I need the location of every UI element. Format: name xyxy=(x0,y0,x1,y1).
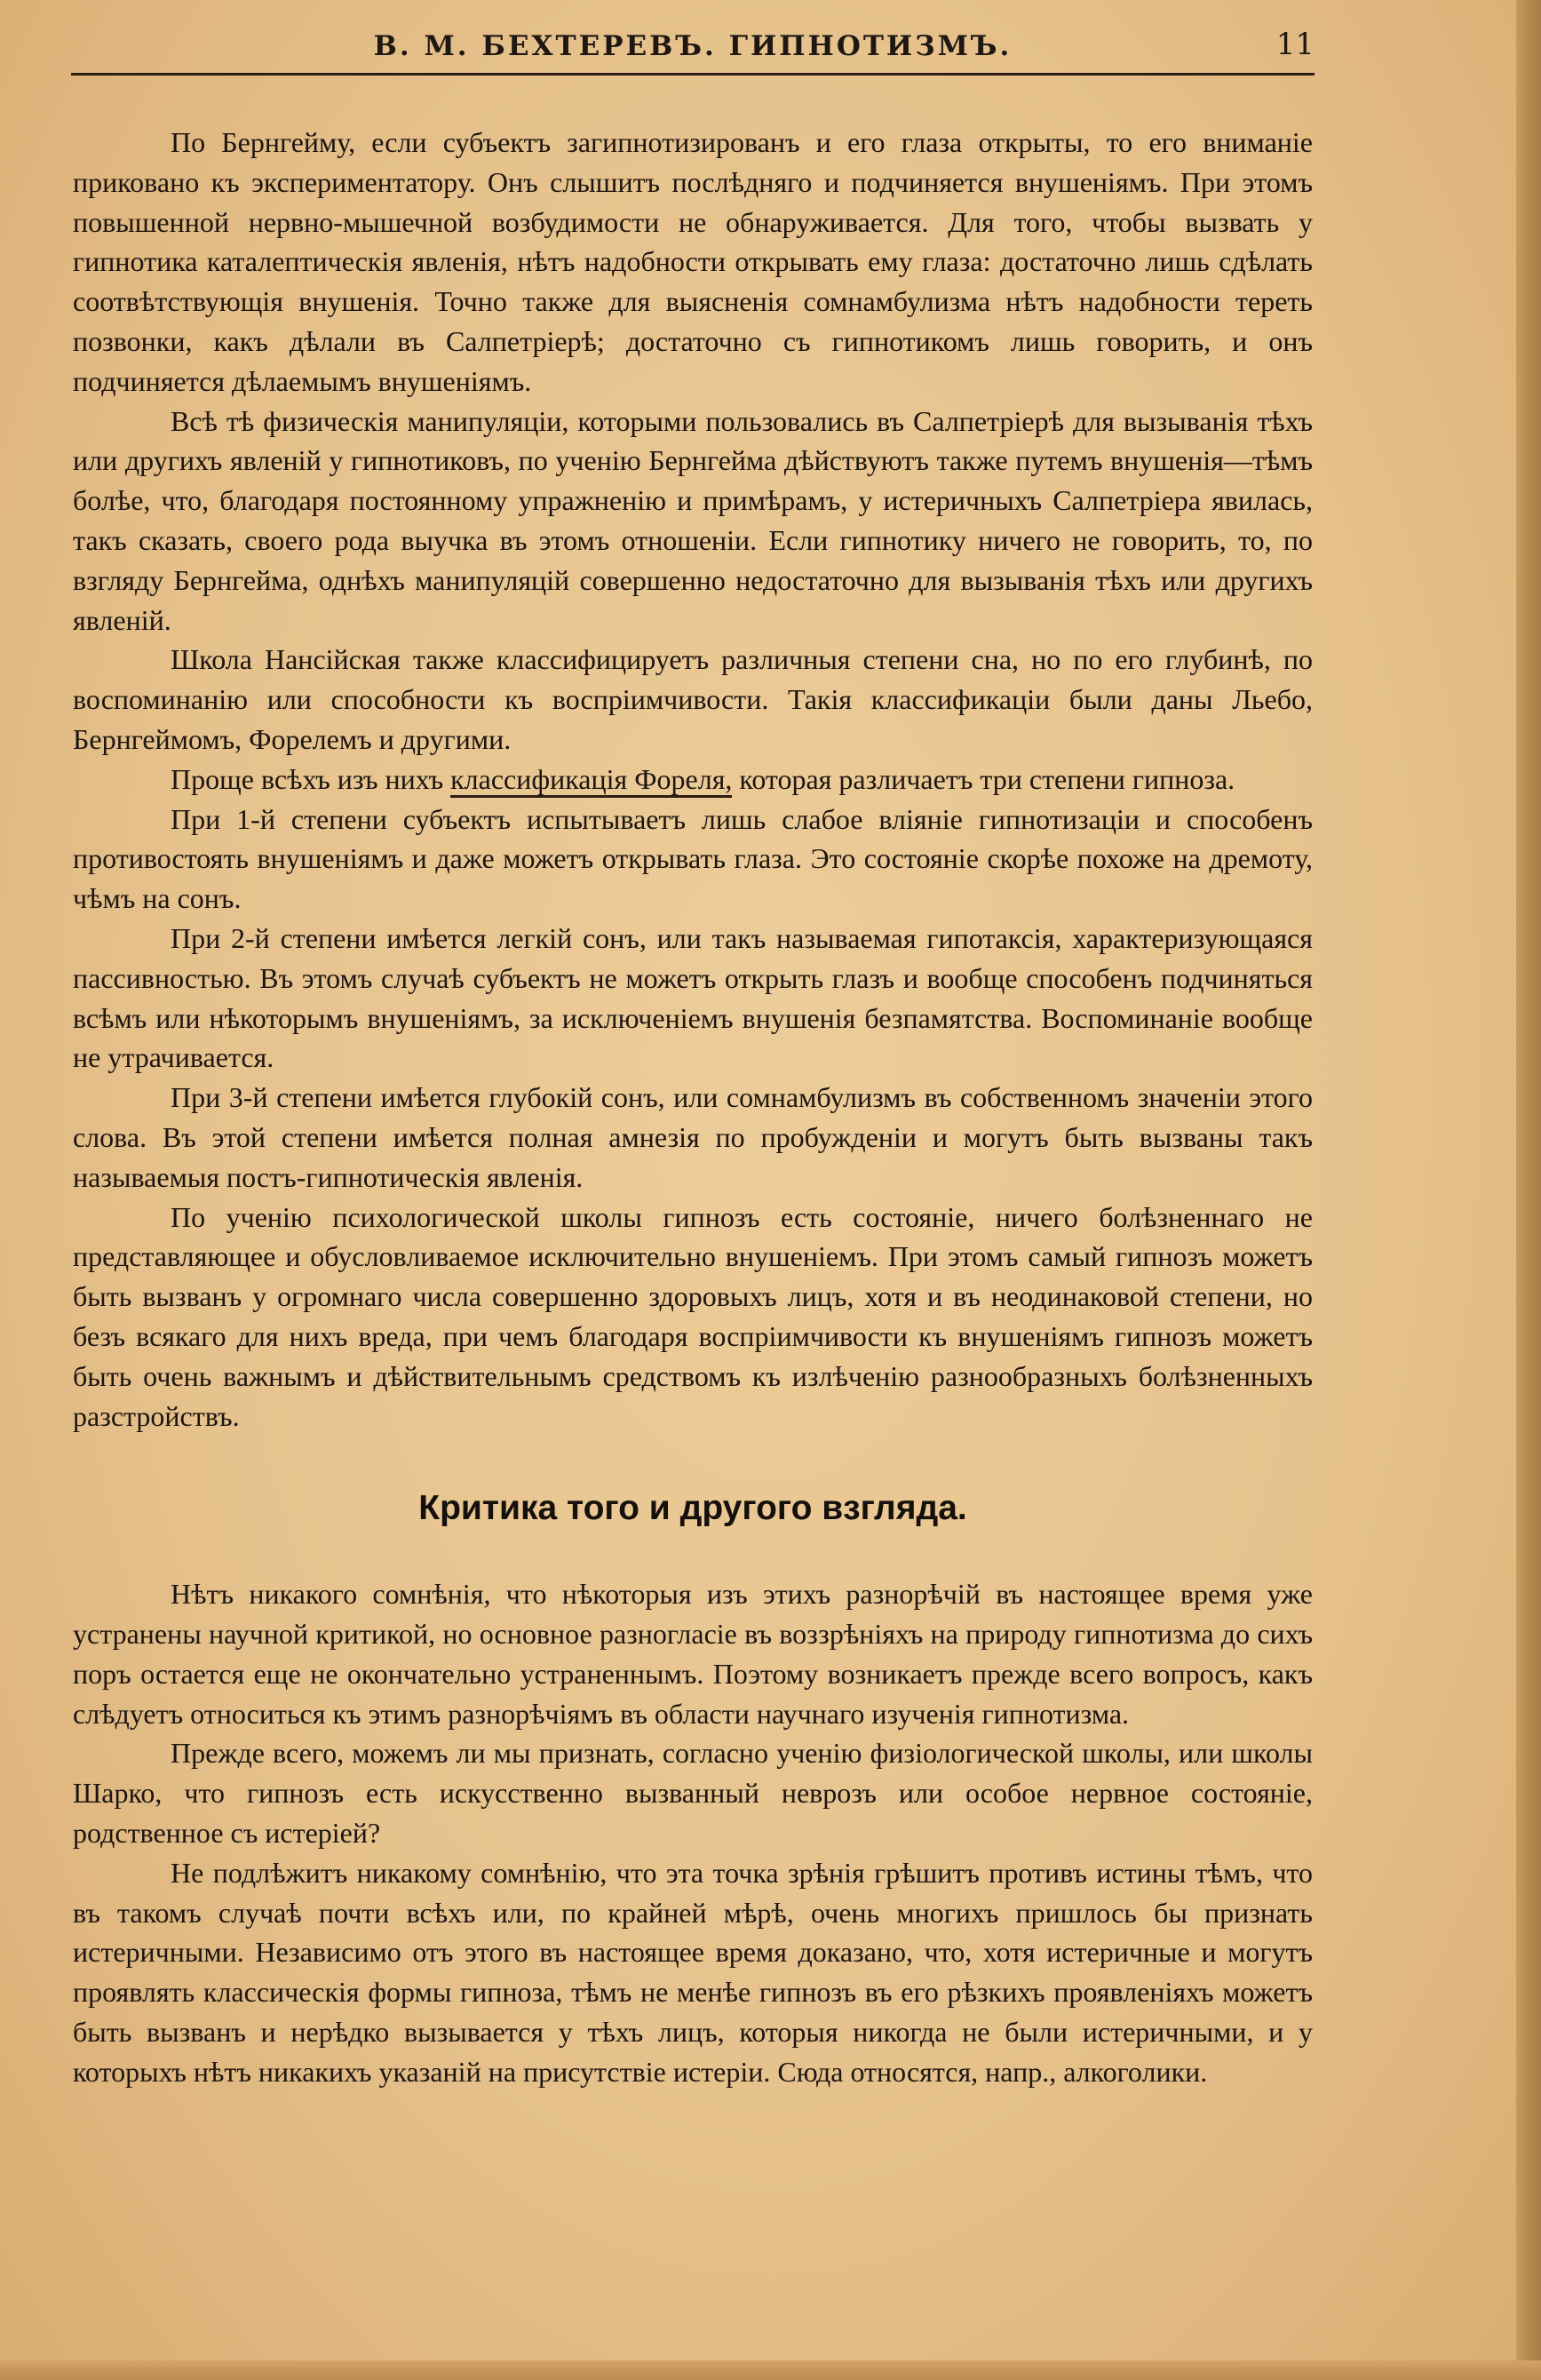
paragraph-forel-classification xyxy=(73,760,1313,800)
paragraph-critique-intro: Нѣтъ никакого сомнѣнія, что нѣкоторыя изъ этихъ разнорѣчій въ настоящее время уже устранены научной критикой, но основное разногласіе въ воззрѣніяхъ на природу гипнотизма до сихъ поръ остается еще не окончательно устраненнымъ. Поэтому возникаетъ прежде всего вопросъ, какъ слѣдуетъ относиться къ этимъ разнорѣчіямъ въ области научнаго изученія гипнотизма. xyxy=(73,1578,1313,1730)
paragraph-first-degree: При 1-й степени субъектъ испытываетъ лишь слабое вліяніе гипнотизаціи и способенъ противостоять внушеніямъ и даже можетъ открывать глаза. Это состояніе скорѣе похоже на дремоту, чѣмъ на сонъ. xyxy=(73,802,1313,915)
page-number: 11 xyxy=(1275,27,1315,62)
forel-text-before: Проще всѣхъ изъ нихъ xyxy=(171,762,451,795)
section-heading: Критика того и другого взгляда. xyxy=(418,1489,967,1528)
body-text xyxy=(73,123,1313,2092)
paragraph-charcot-question: Прежде всего, можемъ ли мы признать, согласно ученію физіологической школы, или школы Шарко, что гипнозъ есть искусственно вызванный неврозъ или особое нервное состояніе, родственное съ истеріей? xyxy=(73,1737,1313,1850)
paragraph-third-degree: При 3-й степени имѣется глубокій сонъ, или сомнамбулизмъ въ собственномъ значеніи этого слова. Въ этой степени имѣется полная амнезія по пробужденіи и могутъ быть вызваны такъ называемыя постъ-гипнотическія явленія. xyxy=(73,1081,1313,1193)
running-title: В. М. БЕХТЕРЕВЪ. ГИПНОТИЗМЪ. xyxy=(373,30,1013,62)
paragraph-hysteria-argument: Не подлѣжитъ никакому сомнѣнію, что эта точка зрѣнія грѣшитъ противъ истины тѣмъ, что въ такомъ случаѣ почти всѣхъ или, по крайней мѣрѣ, очень многихъ пришлось бы признать истеричными. Независимо отъ этого въ настоящее время доказано, что, хотя истеричные и могутъ проявлять классическія формы гипноза, тѣмъ не менѣе гипнозъ въ его рѣзкихъ проявленіяхъ можетъ быть вызванъ и нерѣдко вызывается у тѣхъ лицъ, которыя никогда не были истеричными, и у которыхъ нѣтъ никакихъ указаній на присутствіе истеріи. Сюда относятся, напр., алкоголики. xyxy=(73,1856,1313,2088)
paragraph-psychological-school: По ученію психологической школы гипнозъ есть состояніе, ничего болѣзненнаго не представляющее и обусловливаемое исключительно внушеніемъ. При этомъ самый гипнозъ можетъ быть вызванъ у огромнаго числа совершенно здоровыхъ лицъ, хотя и въ неодинаковой степени, но безъ всякаго для нихъ вреда, при чемъ благодаря воспріимчивости къ внушеніямъ гипнозъ можетъ быть очень важнымъ и дѣйствительнымъ средствомъ къ излѣченію разнообразныхъ болѣзненныхъ разстройствъ. xyxy=(73,1200,1313,1432)
paragraph-nancy-classification: Школа Нансійская также классифицируетъ различныя степени сна, но по его глубинѣ, по воспоминанію или способности къ воспріимчивости. Такія классификаціи были даны Льебо, Бернгеймомъ, Форелемъ и другими. xyxy=(73,643,1313,755)
paragraph-salpetriere-manipulations: Всѣ тѣ физическія манипуляціи, которыми пользовались въ Салпетріерѣ для вызыванія тѣхъ или другихъ явленій у гипнотиковъ, по ученію Бернгейма дѣйствуютъ также путемъ внушенія—тѣмъ болѣе, что, благодаря постоянному упражненію и примѣрамъ, у истеричныхъ Салпетріера явилась, такъ сказать, своего рода выучка въ этомъ отношеніи. Если гипнотику ничего не говорить, то, по взгляду Бернгейма, однѣхъ манипуляцій совершенно недостаточно для вызыванія тѣхъ или другихъ явленій. xyxy=(73,404,1313,636)
paragraph-second-degree: При 2-й степени имѣется легкій сонъ, или такъ называемая гипотаксія, характеризующаяся пассивностью. Въ этомъ случаѣ субъектъ не можетъ открыть глазъ и вообще способенъ подчиняться всѣмъ или нѣкоторымъ внушеніямъ, за исключеніемъ внушенія безпамятства. Воспоминаніе вообще не утрачивается. xyxy=(73,921,1313,1074)
forel-text-after: которая различаетъ три степени гипноза. xyxy=(732,762,1235,795)
page-edge-shadow xyxy=(1516,0,1541,2380)
forel-underlined-phrase: классификація Фореля, xyxy=(450,763,732,798)
paragraph-bernheim-subject: По Бернгейму, если субъектъ загипнотизированъ и его глаза открыты, то его вниманіе приковано къ экспериментатору. Онъ слышитъ послѣдняго и подчиняется внушеніямъ. При этомъ повышенной нервно-мышечной возбудимости не обнаруживается. Для того, чтобы вызвать у гипнотика каталептическія явленія, нѣтъ надобности открывать ему глаза: достаточно лишь сдѣлать соотвѣтствующія внушенія. Точно также для выясненія сомнамбулизма нѣтъ надобности тереть позвонки, какъ дѣлали въ Салпетріерѣ; достаточно съ гипнотикомъ лишь говорить, и онъ подчиняется дѣлаемымъ внушеніямъ. xyxy=(73,126,1313,397)
page-bottom-edge xyxy=(0,2360,1541,2380)
page-header xyxy=(71,25,1315,76)
